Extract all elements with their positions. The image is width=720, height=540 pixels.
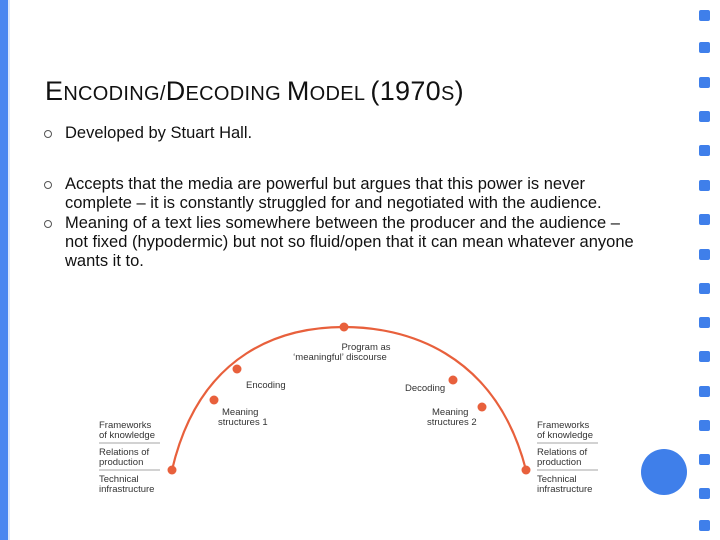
- bullet-text: Developed by Stuart Hall.: [65, 124, 253, 142]
- program-label-line2: ‘meaningful’ discourse: [293, 352, 387, 363]
- bullet-text: Meaning of a text lies somewhere between the producer and the audience – not fixed (hypodermic) but not so fluid/open that it can mean whatever anyone wants it to.: [65, 214, 634, 270]
- arc-dot: [478, 403, 487, 412]
- right-relations-line1: Relations of: [537, 447, 588, 458]
- arc-dot: [210, 396, 219, 405]
- title-part: S: [440, 83, 455, 105]
- left-relations-line1: Relations of: [99, 447, 150, 458]
- meaning-structures-1-line1: Meaning: [222, 407, 259, 418]
- right-technical-line1: Technical: [537, 474, 577, 485]
- right-technical-line2: infrastructure: [537, 484, 593, 495]
- encoding-label: Encoding: [246, 380, 286, 391]
- title-part: ECODING: [185, 83, 287, 105]
- arc-dot: [522, 466, 531, 475]
- title-part: M: [286, 76, 310, 106]
- arc-dot: [340, 323, 349, 332]
- title-part: ): [454, 76, 464, 106]
- left-technical-line2: infrastructure: [99, 484, 155, 495]
- title-part: NCODING/: [63, 83, 166, 105]
- decoding-label: Decoding: [405, 383, 446, 394]
- arc-dot: [233, 365, 242, 374]
- title-part: E: [45, 76, 64, 106]
- right-frameworks-line2: of knowledge: [537, 430, 593, 441]
- meaning-structures-2-line1: Meaning: [432, 407, 469, 418]
- right-relations-line2: production: [537, 457, 582, 468]
- bullet-text: Accepts that the media are powerful but argues that this power is never complete – it is constantly struggled for and negotiated with the audience.: [65, 175, 602, 212]
- meaning-structures-1-line2: structures 1: [218, 417, 268, 428]
- left-relations-line2: production: [99, 457, 144, 468]
- left-technical-line1: Technical: [99, 474, 139, 485]
- title-part: (1970: [370, 76, 441, 106]
- meaning-structures-2-line2: structures 2: [427, 417, 477, 428]
- title-part: D: [165, 76, 186, 106]
- right-frameworks-line1: Frameworks: [537, 420, 590, 431]
- left-frameworks-line1: Frameworks: [99, 420, 152, 431]
- program-label-line1: Program as: [341, 342, 391, 353]
- left-frameworks-line2: of knowledge: [99, 430, 155, 441]
- title-part: ODEL: [309, 83, 371, 105]
- arc-dot: [168, 466, 177, 475]
- arc-dot: [449, 376, 458, 385]
